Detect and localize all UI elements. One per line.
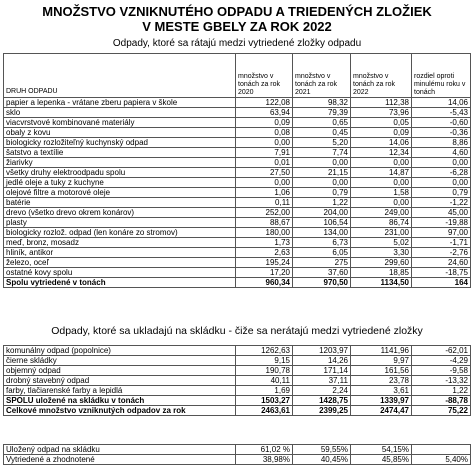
table-row <box>4 238 471 248</box>
cell-value: 1,22 <box>412 386 471 396</box>
cell-value: 61,02 % <box>236 445 293 455</box>
header-2020: množstvo v tonách za rok 2020 <box>236 54 293 98</box>
cell-value: 6,73 <box>293 238 351 248</box>
cell-value: 1,06 <box>236 188 293 198</box>
cell-value: 38,98% <box>236 455 293 465</box>
cell-value: 6,05 <box>293 248 351 258</box>
cell-value: 2474,47 <box>351 406 412 416</box>
cell-value: 106,54 <box>293 218 351 228</box>
table-row <box>4 228 471 238</box>
cell-value: 14,06 <box>351 138 412 148</box>
cell-value: -13,32 <box>412 376 471 386</box>
cell-value: 0,00 <box>412 178 471 188</box>
header-2022: množstvo v tonách za rok 2022 <box>351 54 412 98</box>
row-label: železo, oceľ <box>4 258 236 268</box>
cell-value: 0,11 <box>236 198 293 208</box>
cell-value: 98,32 <box>293 98 351 108</box>
row-label: papier a lepenka - vrátane zberu papiera v škole <box>4 98 236 108</box>
cell-value: -4,29 <box>412 356 471 366</box>
cell-value: 204,00 <box>293 208 351 218</box>
cell-value: 0,45 <box>293 128 351 138</box>
cell-value: 5,02 <box>351 238 412 248</box>
table-row <box>4 98 471 108</box>
cell-value: -0,36 <box>412 128 471 138</box>
cell-value: 231,00 <box>351 228 412 238</box>
cell-value: 195,24 <box>236 258 293 268</box>
table-row <box>4 366 471 376</box>
cell-value: 27,50 <box>236 168 293 178</box>
row-label: drobný stavebný odpad <box>4 376 236 386</box>
cell-value: 960,34 <box>236 278 293 288</box>
cell-value: -0,60 <box>412 118 471 128</box>
cell-value: 3,30 <box>351 248 412 258</box>
table-row <box>4 258 471 268</box>
cell-value: 17,20 <box>236 268 293 278</box>
cell-value: 5,20 <box>293 138 351 148</box>
row-label: čierne skládky <box>4 356 236 366</box>
table-row <box>4 268 471 278</box>
row-label: SPOLU uložené na skládku v tonách <box>4 396 236 406</box>
cell-value: 75,22 <box>412 406 471 416</box>
sorted-waste-table <box>3 53 471 288</box>
row-label: hliník, antikor <box>4 248 236 258</box>
cell-value: -1,22 <box>412 198 471 208</box>
cell-value: 0,05 <box>351 118 412 128</box>
cell-value: 0,00 <box>351 178 412 188</box>
cell-value: 1428,75 <box>293 396 351 406</box>
row-label: viacvrstvové kombinované materiály <box>4 118 236 128</box>
cell-value: 1,22 <box>293 198 351 208</box>
cell-value: 0,00 <box>412 158 471 168</box>
cell-value: 299,60 <box>351 258 412 268</box>
row-label: šatstvo a textílie <box>4 148 236 158</box>
cell-value: 0,00 <box>293 158 351 168</box>
cell-value: 45,85% <box>351 455 412 465</box>
cell-value: 0,79 <box>412 188 471 198</box>
cell-value: 9,97 <box>351 356 412 366</box>
cell-value: 0,00 <box>351 198 412 208</box>
table-row <box>4 386 471 396</box>
row-label: farby, tlačiarenské farby a lepidlá <box>4 386 236 396</box>
row-label: Uložený odpad na skládku <box>4 445 236 455</box>
cell-value: 45,00 <box>412 208 471 218</box>
row-label: žiarivky <box>4 158 236 168</box>
row-label: sklo <box>4 108 236 118</box>
cell-value: 164 <box>412 278 471 288</box>
cell-value: 1,69 <box>236 386 293 396</box>
cell-value: 171,14 <box>293 366 351 376</box>
row-label: ostatné kovy spolu <box>4 268 236 278</box>
cell-value: -19,88 <box>412 218 471 228</box>
table-row <box>4 118 471 128</box>
table-row <box>4 138 471 148</box>
cell-value: 73,96 <box>351 108 412 118</box>
row-label: Vytriedené a zhodnotené <box>4 455 236 465</box>
cell-value: 14,26 <box>293 356 351 366</box>
page-title-line1: MNOŽSTVO VZNIKNUTÉHO ODPADU A TRIEDENÝCH ZLOŽIEK <box>42 4 432 19</box>
header-2021: množstvo v tonách za rok 2021 <box>293 54 351 98</box>
cell-value: 0,00 <box>236 178 293 188</box>
row-label: obaly z kovu <box>4 128 236 138</box>
cell-value: 0,00 <box>236 138 293 148</box>
table-row <box>4 178 471 188</box>
row-label: všetky druhy elektroodpadu spolu <box>4 168 236 178</box>
cell-value: -62,01 <box>412 346 471 356</box>
cell-value: 0,00 <box>293 178 351 188</box>
total-row <box>4 396 471 406</box>
table-row <box>4 128 471 138</box>
cell-value: 180,00 <box>236 228 293 238</box>
cell-value: 21,15 <box>293 168 351 178</box>
cell-value: 112,38 <box>351 98 412 108</box>
cell-value: 23,78 <box>351 376 412 386</box>
cell-value <box>412 445 471 455</box>
cell-value: 275 <box>293 258 351 268</box>
table-row <box>4 356 471 366</box>
row-label: Spolu vytriedené v tonách <box>4 278 236 288</box>
row-label: biologicky rozlož. odpad (len konáre zo stromov) <box>4 228 236 238</box>
cell-value: 37,11 <box>293 376 351 386</box>
cell-value: 18,85 <box>351 268 412 278</box>
cell-value: 0,08 <box>236 128 293 138</box>
cell-value: 2463,61 <box>236 406 293 416</box>
cell-value: 14,06 <box>412 98 471 108</box>
cell-value: 97,00 <box>412 228 471 238</box>
header-druh-odpadu: DRUH ODPADU <box>4 54 236 98</box>
grand-total-row <box>4 406 471 416</box>
cell-value: 0,65 <box>293 118 351 128</box>
cell-value: 37,60 <box>293 268 351 278</box>
row-label: drevo (všetko drevo okrem konárov) <box>4 208 236 218</box>
cell-value: 12,34 <box>351 148 412 158</box>
cell-value: 122,08 <box>236 98 293 108</box>
row-label: batérie <box>4 198 236 208</box>
cell-value: 161,56 <box>351 366 412 376</box>
cell-value: 8,86 <box>412 138 471 148</box>
cell-value: 1134,50 <box>351 278 412 288</box>
row-label: plasty <box>4 218 236 228</box>
cell-value: 0,00 <box>351 158 412 168</box>
cell-value: 4,60 <box>412 148 471 158</box>
cell-value: 1203,97 <box>293 346 351 356</box>
table-row <box>4 346 471 356</box>
cell-value: 86,74 <box>351 218 412 228</box>
row-label: objemný odpad <box>4 366 236 376</box>
cell-value: 2399,25 <box>293 406 351 416</box>
cell-value: 970,50 <box>293 278 351 288</box>
row-label: komunálny odpad (popolnice) <box>4 346 236 356</box>
cell-value: 2,24 <box>293 386 351 396</box>
section2-subtitle: Odpady, ktoré sa ukladajú na skládku - čiže sa nerátajú medzi vytriedené zložky <box>51 325 423 337</box>
cell-value: 0,01 <box>236 158 293 168</box>
table-header-row <box>4 54 471 98</box>
cell-value: 134,00 <box>293 228 351 238</box>
table-row <box>4 376 471 386</box>
cell-value: -88,78 <box>412 396 471 406</box>
landfill-waste-table <box>3 345 471 416</box>
cell-value: 0,79 <box>293 188 351 198</box>
cell-value: 14,87 <box>351 168 412 178</box>
table-row <box>4 108 471 118</box>
cell-value: 54,15% <box>351 445 412 455</box>
total-row <box>4 278 471 288</box>
cell-value: 1503,27 <box>236 396 293 406</box>
header-rozdiel: rozdiel oproti minulému roku v tonách <box>412 54 471 98</box>
cell-value: 63,94 <box>236 108 293 118</box>
cell-value: 3,61 <box>351 386 412 396</box>
section1-subtitle: Odpady, ktoré sa rátajú medzi vytriedené zložky odpadu <box>112 38 362 49</box>
table-row <box>4 248 471 258</box>
cell-value: 88,67 <box>236 218 293 228</box>
cell-value: 24,60 <box>412 258 471 268</box>
row-label: olejové filtre a motorové oleje <box>4 188 236 198</box>
table-row <box>4 168 471 178</box>
cell-value: 0,09 <box>236 118 293 128</box>
row-label: meď, bronz, mosadz <box>4 238 236 248</box>
row-label: Celkové množstvo vzniknutých odpadov za rok <box>4 406 236 416</box>
table-row <box>4 198 471 208</box>
table-row <box>4 218 471 228</box>
cell-value: 59,55% <box>293 445 351 455</box>
cell-value: 7,91 <box>236 148 293 158</box>
table-row <box>4 208 471 218</box>
cell-value: -18,75 <box>412 268 471 278</box>
table-row <box>4 148 471 158</box>
cell-value: -2,76 <box>412 248 471 258</box>
cell-value: 7,74 <box>293 148 351 158</box>
table-row <box>4 455 471 465</box>
cell-value: -6,28 <box>412 168 471 178</box>
cell-value: 2,63 <box>236 248 293 258</box>
cell-value: 249,00 <box>351 208 412 218</box>
cell-value: 1141,96 <box>351 346 412 356</box>
row-label: biologicky rozložiteľný kuchynský odpad <box>4 138 236 148</box>
cell-value: 79,39 <box>293 108 351 118</box>
cell-value: -5,43 <box>412 108 471 118</box>
cell-value: -9,58 <box>412 366 471 376</box>
cell-value: 5,40% <box>412 455 471 465</box>
cell-value: 40,45% <box>293 455 351 465</box>
cell-value: 252,00 <box>236 208 293 218</box>
cell-value: 1,58 <box>351 188 412 198</box>
cell-value: 1339,97 <box>351 396 412 406</box>
cell-value: 190,78 <box>236 366 293 376</box>
cell-value: 40,11 <box>236 376 293 386</box>
cell-value: 0,09 <box>351 128 412 138</box>
table-row <box>4 188 471 198</box>
row-label: jedlé oleje a tuky z kuchyne <box>4 178 236 188</box>
cell-value: 9,15 <box>236 356 293 366</box>
percentage-table <box>3 444 471 465</box>
cell-value: -1,71 <box>412 238 471 248</box>
table-row <box>4 445 471 455</box>
page-title-line2: V MESTE GBELY ZA ROK 2022 <box>142 19 332 34</box>
cell-value: 1262,63 <box>236 346 293 356</box>
table-row <box>4 158 471 168</box>
cell-value: 1,73 <box>236 238 293 248</box>
